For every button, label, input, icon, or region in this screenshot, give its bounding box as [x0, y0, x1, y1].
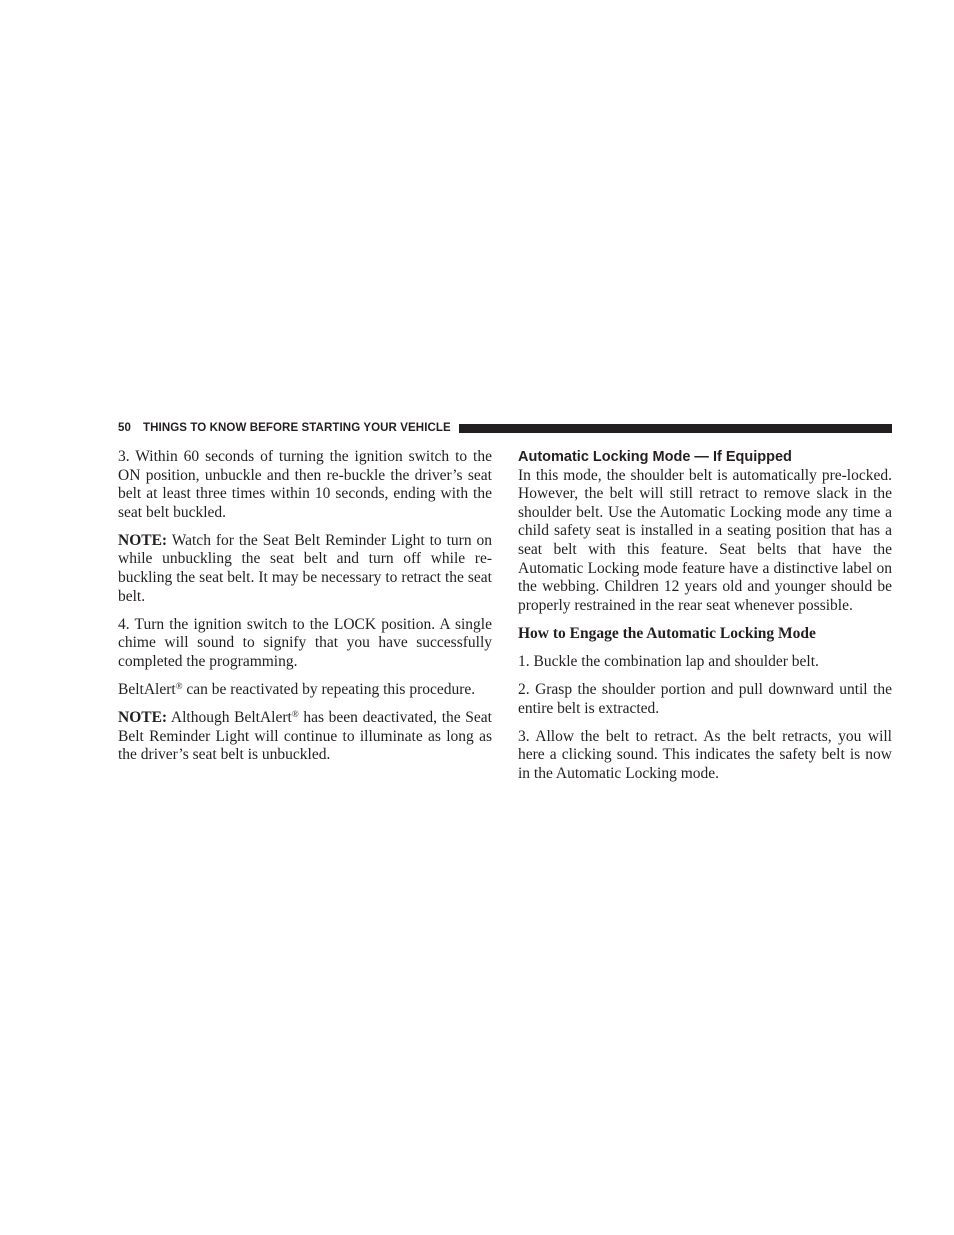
step-4-paragraph: 4. Turn the ignition switch to the LOCK position. A single chime will sound to signify that you have successfully completed the programming. — [118, 615, 492, 670]
page-number: 50 — [118, 422, 131, 434]
header-label — [118, 422, 459, 434]
engage-step-2: 2. Grasp the shoulder portion and pull downward until the entire belt is extracted. — [518, 681, 892, 717]
header-rule — [459, 424, 892, 433]
registered-mark: ® — [291, 709, 299, 720]
note-1-label: NOTE: — [118, 531, 168, 549]
step-3-paragraph: 3. Within 60 seconds of turning the ignition switch to the ON position, unbuckle and then re-buckle the driver’s seat belt at least three times within 10 seconds, ending with the seat belt buckled. — [118, 448, 492, 521]
note-2-paragraph — [118, 709, 492, 765]
right-column — [518, 448, 892, 793]
registered-mark: ® — [175, 681, 183, 692]
reactivate-text: can be reactivated by repeating this procedure. — [182, 681, 476, 699]
note-2-label: NOTE: — [118, 709, 168, 727]
left-column — [118, 448, 492, 774]
intro-paragraph: In this mode, the shoulder belt is automatically pre-locked. However, the belt will still retract to remove slack in the shoulder belt. Use the Automatic Locking mode any time a child safety seat is installed in a seating position that has a seat belt with this feature. Seat belts that have the Automatic Locking mode feature have a distinctive label on the webbing. Children 12 years old and younger should be properly restrained in the rear seat whenever possible. — [518, 466, 892, 614]
reactivate-paragraph — [118, 681, 492, 700]
page-header — [118, 420, 892, 436]
section-title: THINGS TO KNOW BEFORE STARTING YOUR VEHICLE — [143, 422, 451, 434]
note-1-text: Watch for the Seat Belt Reminder Light to turn on while unbuckling the seat belt and turn off while re-buckling the seat belt. It may be necessary to retract the seat belt. — [118, 531, 492, 605]
note-2-text: has been deactivated, the Seat Belt Reminder Light will continue to illuminate as long as the driver’s seat belt is unbuckled. — [118, 709, 492, 764]
engage-step-1: 1. Buckle the combination lap and shoulder belt. — [518, 652, 819, 670]
reactivate-brand: BeltAlert — [118, 681, 176, 699]
note-1-paragraph — [118, 532, 492, 606]
sub-heading: How to Engage the Automatic Locking Mode — [518, 624, 816, 642]
engage-step-3: 3. Allow the belt to retract. As the belt retracts, you will here a clicking sound. This indicates the safety belt is now in the Automatic Locking mode. — [518, 727, 892, 782]
section-heading: Automatic Locking Mode — If Equipped — [518, 449, 792, 465]
note-2-pre: Although BeltAlert — [167, 709, 292, 727]
